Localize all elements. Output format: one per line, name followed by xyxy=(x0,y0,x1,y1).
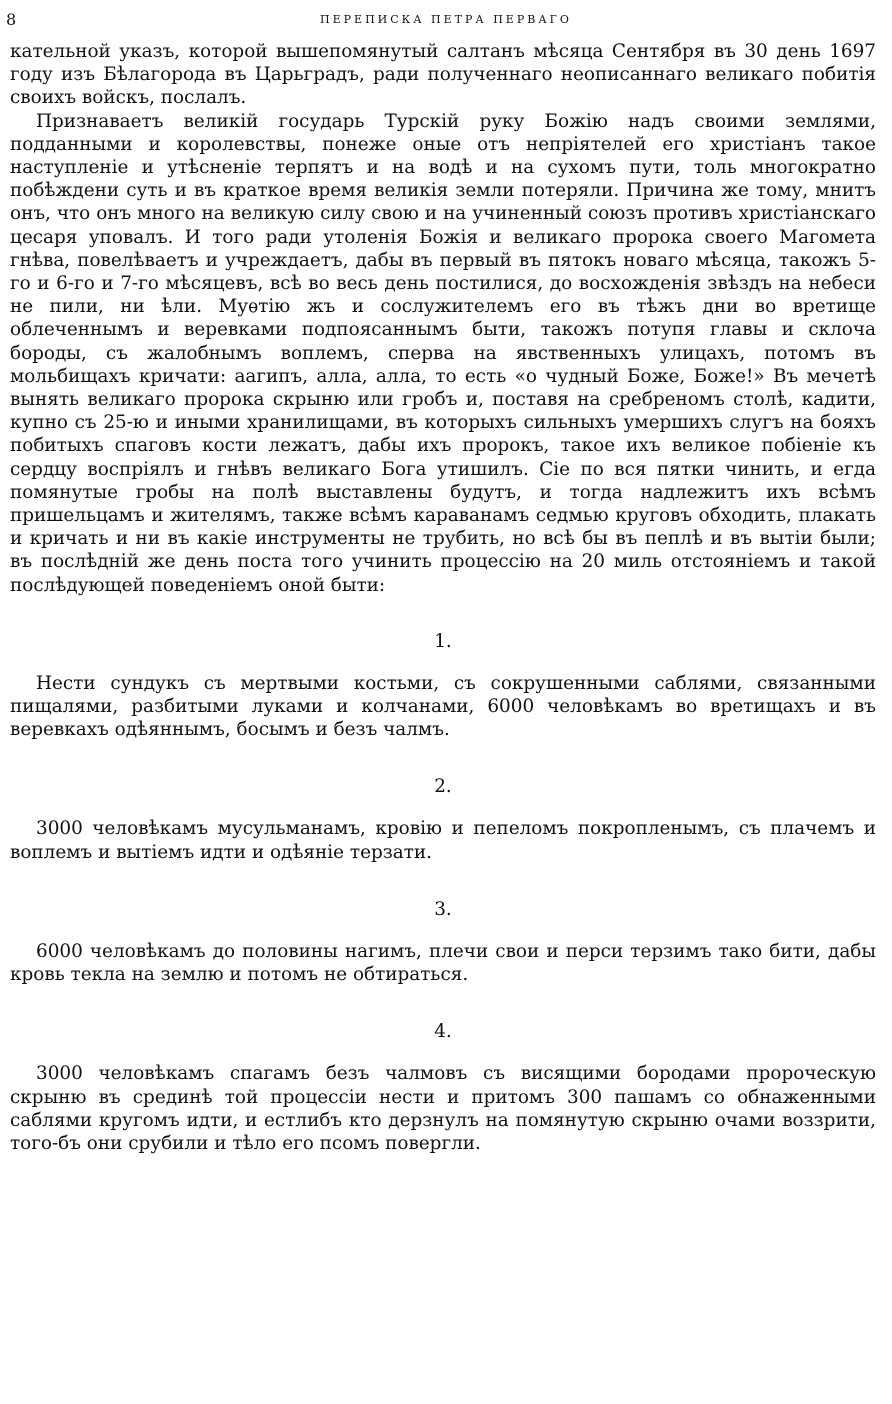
section-number: 1. xyxy=(434,630,452,652)
running-title: ПЕРЕПИСКА ПЕТРА ПЕРВАГО xyxy=(320,13,572,26)
section-number: 3. xyxy=(434,898,452,920)
section-paragraph: Нести сундукъ съ мертвыми костьми, съ сокрушенными саблями, связанными пищалями, разбитыми луками и колчанами, 6000 человѣкамъ во вретищахъ и въ веревкахъ одѣяннымъ, босымъ и безъ чалмъ. xyxy=(10,672,876,741)
section-paragraph: 3000 человѣкамъ мусульманамъ, кровію и пепеломъ покропленымъ, съ плачемъ и воплемъ и вытіемъ идти и одѣяніе терзати. xyxy=(10,818,876,863)
paragraph: Признаваетъ великій государь Турскій руку Божію надъ своими землями, подданными и королевствы, понеже оные отъ непріятелей его христіанъ такое наступленіе и утѣсненіе терпятъ и на водѣ и на сухомъ пути, толь многократно побѣждени суть и въ краткое время великія земли потеряли. Причина же тому, мнитъ онъ, что онъ много на великую силу свою и на учиненный союзъ противъ христіанскаго цесаря уповалъ. И того ради утоленія Божія и великаго пророка своего Магомета гнѣва, повелѣваетъ и учреждаетъ, дабы въ первый въ пятокъ новаго мѣсяца, такожъ 5-го и 6-го и 7-го мѣсяцевъ, всѣ во весь день постилися, до восхожденія звѣздъ на небеси не пили, ни ѣли. Муѳтію жъ и сослужителемъ его въ тѣжъ дни во вретище облеченнымъ и веревками подпоясаннымъ быти, такожъ потупя главы и склоча бороды, съ жалобнымъ воплемъ, сперва на явственныхъ улицахъ, потомъ въ мольбищахъ кричати: аагипъ, алла, алла, то есть «о чудный Боже, Боже!» Въ мечетѣ вынять великаго пророка скрыню или гробъ и, поставя на сребреномъ столѣ, кадити, купно съ 25-ю и иными хранилищами, въ которыхъ сильныхъ умершихъ слугъ на бояхъ побитыхъ спаговъ кости лежатъ, дабы ихъ пророкъ, такое ихъ великое побіеніе къ сердцу воспріялъ и гнѣвъ великаго Бога утишилъ. Сіе по вся пятки чинить, и егда помянутые гробы на полѣ выставлены будутъ, и тогда надлежитъ ихъ всѣмъ пришельцамъ и жителямъ, также всѣмъ караванамъ седмью круговъ обходить, плакать и кричать и ни въ какіе инструменты не трубить, но всѣ бы въ пеплѣ и въ вытіи были; въ послѣдній же день поста того учинить процессію на 20 миль отстояніемъ и такой послѣдующей поведеніемъ оной быти: xyxy=(10,110,876,596)
running-header xyxy=(0,10,892,30)
section-number: 4. xyxy=(434,1021,452,1043)
section-number: 2. xyxy=(434,776,452,798)
section-paragraph: 3000 человѣкамъ спагамъ безъ чалмовъ съ висящими бородами пророческую скрыню въ срединѣ той процессіи нести и притомъ 300 пашамъ со обнаженными саблями кругомъ идти, и естлибъ кто дерзнулъ на помянутую скрыню очами воззрити, того-бъ они срубили и тѣло его псомъ повергли. xyxy=(10,1063,876,1154)
section-paragraph: 6000 человѣкамъ до половины нагимъ, плечи свои и перси терзимъ тако бити, дабы кровь текла на землю и потомъ не обтираться. xyxy=(10,940,876,986)
page-number: 8 xyxy=(6,10,17,29)
paragraph: кательной указъ, которой вышепомянутый салтанъ мѣсяца Сентября въ 30 день 1697 году изъ Бѣлагорода въ Царьградъ, ради полученнаго неописаннаго великаго побитія своихъ войскъ, послалъ. xyxy=(10,41,876,109)
body-text xyxy=(10,40,876,1155)
